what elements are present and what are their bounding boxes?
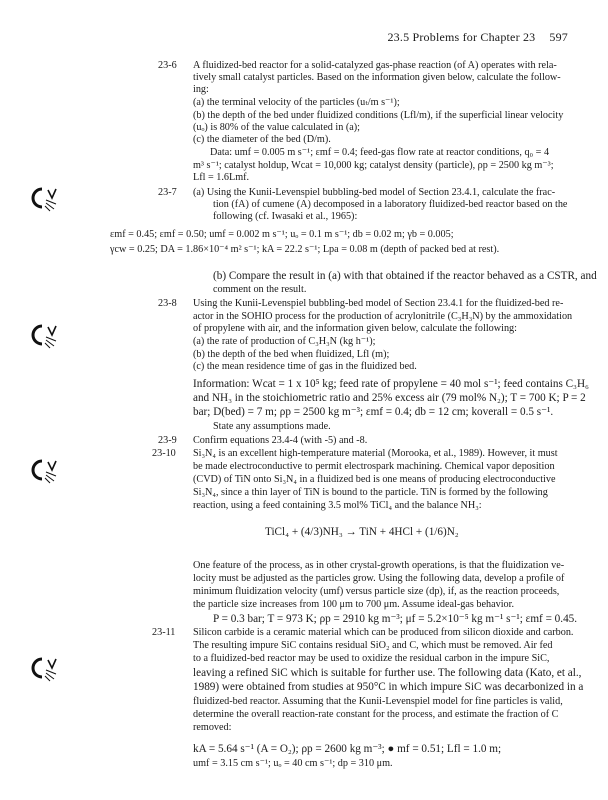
problem-text-line: (b) the depth of the bed when fluidized, Lfl (m); bbox=[193, 349, 390, 360]
problem-text-line: Confirm equations 23.4-4 (with -5) and -8. bbox=[193, 435, 368, 446]
problem-text-line: (a) Using the Kunii-Levenspiel bubbling-bed model of Section 23.4.1, calculate the frac- bbox=[193, 187, 556, 198]
problem-text-line: following (cf. Iwasaki et al., 1965): bbox=[213, 211, 358, 222]
problem-text-line: Using the Kunii-Levenspiel bubbling-bed model of Section 23.4.1 for the fluidized-bed re- bbox=[193, 298, 564, 309]
problem-text-line: State any assumptions made. bbox=[213, 421, 331, 432]
problem-text-line: tively small catalyst particles. Based on the information given below, calculate the follow- bbox=[193, 72, 561, 83]
problem-text-line: leaving a refined SiC which is suitable for further use. The following data (Kato, et al., bbox=[193, 667, 582, 679]
problem-text-line: (c) the mean residence time of gas in the fluidized bed. bbox=[193, 361, 417, 372]
problem-text-line: comment on the result. bbox=[213, 284, 307, 295]
problem-text-line: kA = 5.64 s⁻¹ (A = O₂); ρp = 2600 kg m⁻³; ● mf = 0.51; Lfl = 1.0 m; bbox=[193, 743, 502, 755]
problem-text-line: Information: Wcat = 1 x 10⁵ kg; feed rate of propylene = 40 mol s⁻¹; feed contains C₃H₆ bbox=[193, 378, 589, 390]
problem-text-line: be made electroconductive to permit electrospark machining. Chemical vapor deposition bbox=[193, 461, 555, 472]
problem-number: 23-8 bbox=[158, 298, 177, 309]
page-number: 597 bbox=[549, 30, 568, 44]
problem-text-line: umf = 3.15 cm s⁻¹; uₒ = 40 cm s⁻¹; dp = 310 μm. bbox=[193, 758, 393, 769]
problem-text-line: to a fluidized-bed reactor may be used to oxidize the residual carbon in the impure SiC, bbox=[193, 653, 550, 664]
problem-text-line: A fluidized-bed reactor for a solid-catalyzed gas-phase reaction (of A) operates with rela- bbox=[193, 60, 557, 71]
running-header bbox=[387, 30, 568, 45]
computer-problem-icon bbox=[30, 456, 58, 484]
problem-text-line: γcw = 0.25; DA = 1.86×10⁻⁴ m² s⁻¹; kA = 22.2 s⁻¹; Lpa = 0.08 m (depth of packed bed at rest). bbox=[110, 244, 500, 255]
problem-number: 23-10 bbox=[152, 448, 176, 459]
problem-text-line: The resulting impure SiC contains residual SiO₂ and C, which must be removed. Air fed bbox=[193, 640, 553, 651]
reaction-equation: TiCl₄ + (4/3)NH₃ → TiN + 4HCl + (1/6)N₂ bbox=[265, 526, 459, 538]
problem-text-line: minimum fluidization velocity (umf) versus particle size (dp), if, as the reaction proceeds, bbox=[193, 586, 560, 597]
problem-text-line: reaction, using a feed containing 3.5 mol% TiCl₄ and the balance NH₃: bbox=[193, 500, 482, 511]
problem-number: 23-6 bbox=[158, 60, 177, 71]
problem-text-line: Si₃N₄, since a thin layer of TiN is bound to the particle. TiN is formed by the following bbox=[193, 487, 548, 498]
computer-problem-icon bbox=[30, 654, 58, 682]
problem-text-line: determine the overall reaction-rate constant for the process, and estimate the fraction of C bbox=[193, 709, 559, 720]
problem-text-line: Lfl = 1.6Lmf. bbox=[193, 172, 250, 183]
problem-text-line: bar; D(bed) = 7 m; ρp = 2500 kg m⁻³; εmf = 0.4; db = 12 cm; koverall = 0.5 s⁻¹. bbox=[193, 406, 554, 418]
problem-text-line: Data: umf = 0.005 m s⁻¹; εmf = 0.4; feed-gas flow rate at reactor conditions, q₀ = 4 bbox=[210, 147, 550, 158]
problem-text-line: the particle size increases from 100 μm to 700 μm. Assume ideal-gas behavior. bbox=[193, 599, 514, 610]
problem-text-line: εmf = 0.45; εmf = 0.50; umf = 0.002 m s⁻¹; uₒ = 0.1 m s⁻¹; db = 0.02 m; γb = 0.005; bbox=[110, 229, 454, 240]
problem-text-line: (c) the diameter of the bed (D/m). bbox=[193, 134, 331, 145]
problem-text-line: (b) Compare the result in (a) with that obtained if the reactor behaved as a CSTR, and bbox=[213, 270, 597, 282]
problem-text-line: fluidized-bed reactor. Assuming that the Kunii-Levenspiel model for fine particles is valid, bbox=[193, 696, 563, 707]
problem-text-line: (a) the rate of production of C₃H₃N (kg h⁻¹); bbox=[193, 336, 376, 347]
problem-text-line: m³ s⁻¹; catalyst holdup, Wcat = 10,000 kg; catalyst density (particle), ρp = 2500 kg m⁻³; bbox=[193, 160, 554, 171]
problem-text-line: of propylene with air, and the information given below, calculate the following: bbox=[193, 323, 517, 334]
problem-text-line: locity must be adjusted as the particles grow. Using the following data, develop a profile of bbox=[193, 573, 565, 584]
problem-text-line: Silicon carbide is a ceramic material which can be produced from silicon dioxide and carbon. bbox=[193, 627, 574, 638]
problem-text-line: actor in the SOHIO process for the production of acrylonitrile (C₃H₃N) by the ammoxidation bbox=[193, 311, 573, 322]
computer-problem-icon bbox=[30, 321, 58, 349]
computer-problem-icon bbox=[30, 184, 58, 212]
problem-text-line: (b) the depth of the bed under fluidized conditions (Lfl/m), if the superficial linear velocity bbox=[193, 110, 564, 121]
problem-text-line: (CVD) of TiN onto Si₃N₄ in a fluidized bed is one means of producing electroconductive bbox=[193, 474, 556, 485]
problem-text-line: Si₃N₄ is an excellent high-temperature material (Morooka, et al., 1989). However, it must bbox=[193, 448, 558, 459]
problem-text-line: and NH₃ in the stoichiometric ratio and 25% excess air (79 mol% N₂); T = 700 K; P = 2 bbox=[193, 392, 586, 404]
problem-number: 23-7 bbox=[158, 187, 177, 198]
problem-text-line: One feature of the process, as in other crystal-growth operations, is that the fluidization ve- bbox=[193, 560, 565, 571]
problem-text-line: P = 0.3 bar; T = 973 K; ρp = 2910 kg m⁻³; μf = 5.2×10⁻⁵ kg m⁻¹ s⁻¹; εmf = 0.45. bbox=[213, 613, 578, 625]
problem-text-line: 1989) were obtained from studies at 950°C in which impure SiC was decarbonized in a bbox=[193, 681, 584, 693]
problem-text-line: ing: bbox=[193, 84, 209, 95]
problem-text-line: tion (fA) of cumene (A) decomposed in a laboratory fluidized-bed reactor based on the bbox=[213, 199, 568, 210]
problem-text-line: (uₒ) is 80% of the value calculated in (a); bbox=[193, 122, 360, 133]
section-title: 23.5 Problems for Chapter 23 bbox=[387, 30, 536, 44]
problem-number: 23-11 bbox=[152, 627, 176, 638]
problem-text-line: removed: bbox=[193, 722, 232, 733]
problem-text-line: (a) the terminal velocity of the particles (uₜ/m s⁻¹); bbox=[193, 97, 400, 108]
problem-number: 23-9 bbox=[158, 435, 177, 446]
